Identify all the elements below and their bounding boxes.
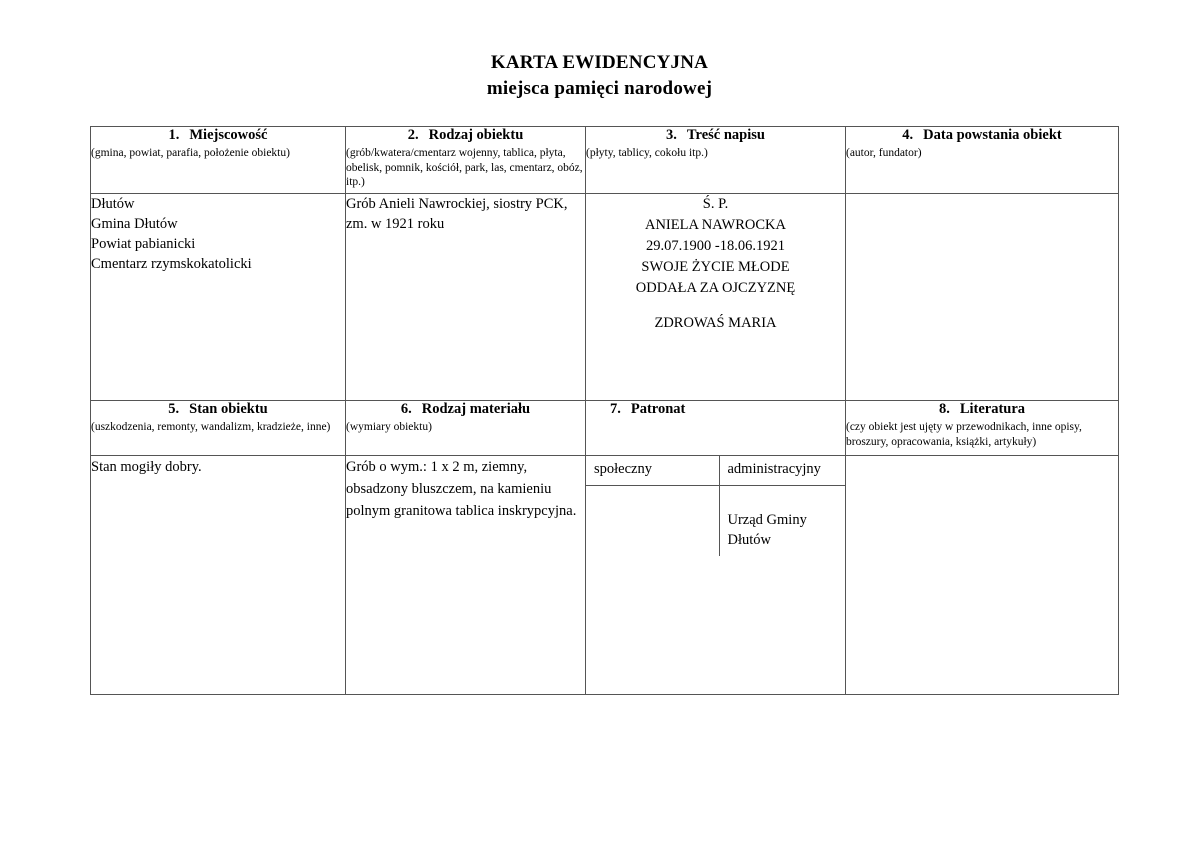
field-value-3-inscription[interactable] (586, 194, 846, 401)
field-header-6-title (346, 401, 585, 418)
field-value-4[interactable] (846, 194, 1119, 401)
field-value-1-line-2: Gmina Dłutów (91, 216, 178, 232)
field-header-8 (846, 401, 1119, 456)
field-value-6[interactable] (346, 456, 586, 695)
field-number-7: 7. (610, 401, 621, 417)
field-hint-8: (czy obiekt jest ujęty w przewodnikach, inne opisy, broszury, opracowania, książki, artykuły) (846, 421, 1082, 448)
field-header-6 (346, 401, 586, 456)
title-line-2: miejsca pamięci narodowej (486, 78, 713, 99)
field-header-4 (846, 127, 1119, 194)
field-value-6-text: Grób o wym.: 1 x 2 m, ziemny, obsadzony bluszczem, na kamieniu polnym granitowa tablica inskrypcyjna. (346, 459, 577, 519)
field-value-5[interactable] (91, 456, 346, 695)
patronat-value-row (586, 486, 846, 557)
field-header-1-title (91, 127, 345, 144)
field-header-5-title (91, 401, 345, 418)
field-hint-6: (wymiary obiektu) (346, 421, 432, 433)
field-header-8-title (846, 401, 1118, 418)
field-value-2[interactable] (346, 194, 586, 401)
field-hint-5: (uszkodzenia, remonty, wandalizm, kradzieże, inne) (91, 421, 331, 433)
field-header-3 (586, 127, 846, 194)
field-value-1-line-3: Powiat pabianicki (91, 236, 196, 252)
field-label-5: Stan obiektu (189, 401, 268, 417)
field-hint-1: (gmina, powiat, parafia, położenie obiektu) (91, 147, 290, 159)
field-hint-4: (autor, fundator) (846, 147, 922, 159)
field-hint-2: (grób/kwatera/cmentarz wojenny, tablica, płyta, obelisk, pomnik, kościół, park, las, cmentarz, obóz, itp.) (346, 147, 583, 188)
field-value-1-line-1: Dłutów (91, 196, 135, 212)
title-line-1: KARTA EWIDENCYJNA (490, 52, 709, 73)
field-value-2-text: Grób Anieli Nawrockiej, siostry PCK, zm. w 1921 roku (346, 196, 568, 232)
inscription-line-3: 29.07.1900 -18.06.1921 (646, 238, 785, 254)
registration-form-table (90, 126, 1119, 695)
patronat-header-spoleczny: społeczny (586, 456, 719, 486)
field-value-7-patronat (586, 456, 846, 695)
field-header-2 (346, 127, 586, 194)
inscription-line-5: ODDAŁA ZA OJCZYZNĘ (635, 280, 796, 296)
field-header-5 (91, 401, 346, 456)
content-row-top (91, 194, 1119, 401)
field-number-5: 5. (168, 401, 180, 417)
page-title (0, 50, 1199, 102)
field-value-8[interactable] (846, 456, 1119, 695)
field-header-3-title (586, 127, 845, 144)
field-header-4-title (846, 127, 1118, 144)
field-number-8: 8. (938, 401, 950, 417)
field-number-4: 4. (902, 127, 914, 143)
field-header-7-title (586, 401, 845, 418)
field-number-6: 6. (400, 401, 412, 417)
field-label-6: Rodzaj materiału (421, 401, 531, 417)
patronat-value-spoleczny[interactable] (586, 486, 719, 557)
field-label-8: Literatura (959, 401, 1026, 417)
header-row-top (91, 127, 1119, 194)
patronat-value-line-1: Urząd Gminy (727, 512, 807, 528)
field-header-1 (91, 127, 346, 194)
field-value-1[interactable] (91, 194, 346, 401)
field-label-2: Rodzaj obiektu (428, 127, 524, 143)
field-number-1: 1. (168, 127, 180, 143)
patronat-value-administracyjny[interactable] (719, 486, 846, 557)
field-value-5-text: Stan mogiły dobry. (91, 459, 202, 475)
field-header-2-title (346, 127, 585, 144)
field-value-1-line-4: Cmentarz rzymskokatolicki (91, 256, 252, 272)
field-label-1: Miejscowość (189, 127, 268, 143)
field-number-2: 2. (407, 127, 419, 143)
inscription-line-4: SWOJE ŻYCIE MŁODE (641, 259, 790, 275)
field-label-7: Patronat (630, 401, 686, 417)
field-number-3: 3. (666, 127, 677, 143)
content-row-bottom (91, 456, 1119, 695)
field-label-4: Data powstania obiekt (923, 127, 1062, 143)
header-row-bottom (91, 401, 1119, 456)
patronat-header-administracyjny: administracyjny (719, 456, 846, 486)
inscription-line-2: ANIELA NAWROCKA (644, 217, 786, 233)
field-label-3: Treść napisu (686, 127, 765, 143)
inscription-line-7: ZDROWAŚ MARIA (654, 315, 777, 331)
patronat-subtable (586, 456, 846, 556)
patronat-value-line-2: Dłutów (727, 532, 771, 548)
field-hint-3: (płyty, tablicy, cokołu itp.) (586, 147, 708, 159)
patronat-subheader-row (586, 456, 846, 486)
field-header-7 (586, 401, 846, 456)
inscription-line-1: Ś. P. (702, 196, 729, 212)
inscription-spacer (586, 299, 845, 313)
